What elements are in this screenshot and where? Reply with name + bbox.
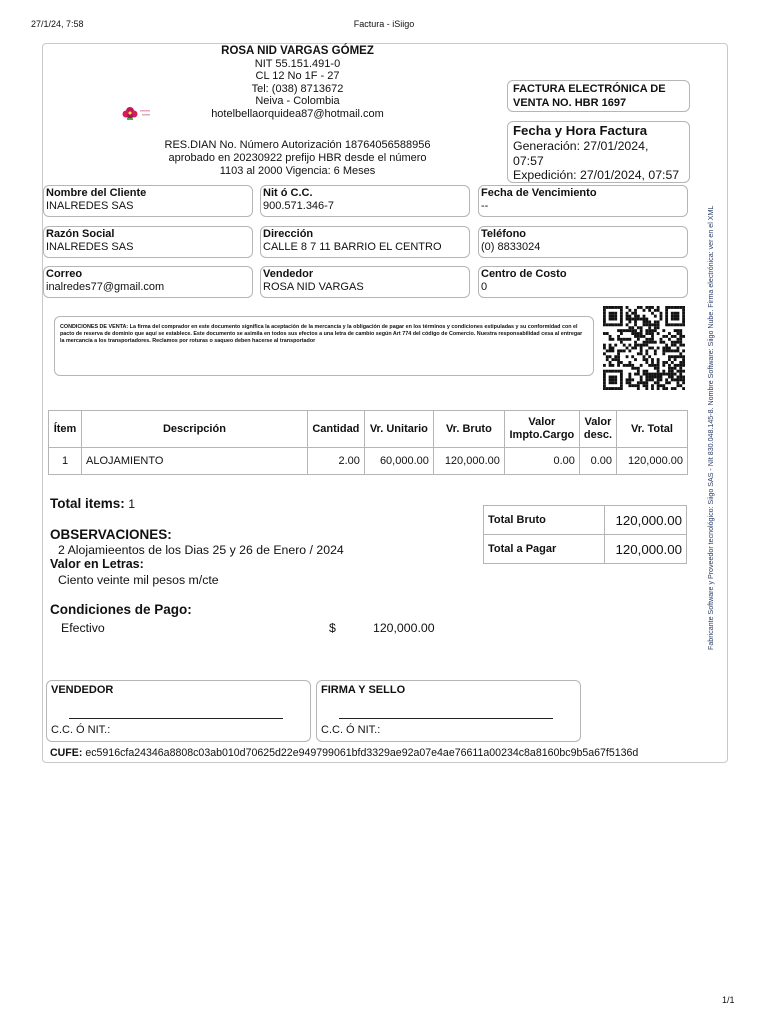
qr-code [603,306,685,390]
col-tax: Valor Impto.Cargo [504,411,579,448]
issuer-nit: NIT 55.151.491-0 [254,57,341,70]
field-value: (0) 8833024 [481,241,541,253]
sale-conditions: CONDICIONES DE VENTA: La firma del comprador en este documento significa la aceptación de la mercancía y la obligación de pagar en los términos y condiciones estipuladas y su conformidad con el pacto de reserva de dominio que aquí se establece. Este documento se asimila en todos sus efectos a una letra de cambio según Art 774 del código de Comercio. Nuestra responsabilidad cesa al entregar la mercancía a los transportadores. Reclamos por roturas o saqueo deben hacerse al transportador [54,316,594,376]
col-total: Vr. Total [617,411,688,448]
cufe [50,747,638,759]
field-label: Razón Social [46,228,115,240]
payment-label: Condiciones de Pago: [50,602,192,617]
field-label: Teléfono [481,228,527,240]
table-row [49,448,688,475]
email-field [43,266,253,298]
total-pay-row [484,535,687,564]
expedition-date: Expedición: 27/01/2024, 07:57 [513,168,680,182]
print-title: Factura - iSiigo [353,19,415,29]
col-item: Ítem [49,411,82,448]
resolution-line: aprobado en 20230922 prefijo HBR desde el número [168,152,427,164]
field-value: INALREDES SAS [46,200,134,212]
dian-resolution [140,139,455,178]
letters-label: Valor en Letras: [50,557,144,571]
provider-text: Fabricante Software y Proveedor tecnológico: Siigo SAS - NIt 830.048.145-8. Nombre Software: Siigo Nube. Firma electrónica: ver en el XML [707,205,715,650]
col-quantity: Cantidad [307,411,364,448]
cell-description: ALOJAMIENTO [82,448,308,475]
totals-table [483,505,687,564]
due-date-field [478,185,688,217]
total-pay-label: Total a Pagar [484,535,605,564]
field-value: 0 [481,281,488,293]
field-value: INALREDES SAS [46,241,134,253]
issuer-block [140,45,455,121]
payment-method: Efectivo [61,621,105,635]
issuer-email: hotelbellaorquidea87@hotmail.com [211,107,384,120]
resolution-line: RES.DIAN No. Número Autorización 18764056588956 [164,139,431,151]
col-discount: Valor desc. [579,411,616,448]
invoice-title-line: FACTURA ELECTRÓNICA DE [513,83,666,95]
payment-currency: $ [329,621,336,635]
col-unit-price: Vr. Unitario [364,411,433,448]
payment-amount: 120,000.00 [373,621,435,635]
generation-time: 07:57 [513,153,544,168]
field-label: Nit ó C.C. [263,187,313,199]
issuer-city: Neiva - Colombia [255,95,340,108]
field-value: CALLE 8 7 11 BARRIO EL CENTRO [263,241,442,253]
items-table [48,410,688,475]
total-gross-value: 120,000.00 [605,506,687,535]
issuer-address: CL 12 No 1F - 27 [255,70,340,83]
seller-cc-label: C.C. Ó NIT.: [51,724,111,736]
observations-label: OBSERVACIONES: [50,527,172,542]
field-label: Correo [46,268,83,280]
field-label: Dirección [263,228,314,240]
field-label: Fecha de Vencimiento [481,187,597,199]
print-datetime: 27/1/24, 7:58 [31,19,84,29]
signature-line [339,718,553,719]
field-value: -- [481,200,489,212]
col-gross: Vr. Bruto [433,411,504,448]
client-name-field [43,185,253,217]
cufe-value: ec5916cfa24346a8808c03ab010d70625d22e949799061bfd3329ae92a07e4ae76611a00234c8a8160bc9b5a67f5136d [85,747,639,759]
invoice-date-title: Fecha y Hora Factura [513,123,648,138]
seller-field [260,266,470,298]
cell-gross: 120,000.00 [433,448,504,475]
cell-total: 120,000.00 [617,448,688,475]
cell-unit-price: 60,000.00 [364,448,433,475]
invoice-number-box [507,80,690,112]
total-items [50,497,135,511]
stamp-signature-box [316,680,581,742]
total-gross-row [484,506,687,535]
cell-item: 1 [49,448,82,475]
field-value: inalredes77@gmail.com [46,281,165,293]
issuer-phone: Tel: (038) 8713672 [251,82,344,95]
issuer-name: ROSA NID VARGAS GÓMEZ [221,45,374,57]
social-name-field [43,226,253,258]
phone-field [478,226,688,258]
field-label: Vendedor [263,268,314,280]
letters-value: Ciento veinte mil pesos m/cte [58,573,219,587]
invoice-date-box [507,121,690,183]
cufe-label: CUFE: [50,747,83,759]
client-nit-field [260,185,470,217]
table-header-row [49,411,688,448]
stamp-cc-label: C.C. Ó NIT.: [321,724,381,736]
seller-signature-box [46,680,311,742]
field-value: 900.571.346-7 [263,200,334,212]
stamp-signature-label: FIRMA Y SELLO [321,684,406,696]
resolution-line: 1103 al 2000 Vigencia: 6 Meses [219,165,376,177]
total-items-value: 1 [128,497,136,511]
total-items-label: Total items: [50,496,125,511]
cell-tax: 0.00 [504,448,579,475]
total-pay-value: 120,000.00 [605,535,687,564]
observations-value: 2 Alojamieentos de los Dias 25 y 26 de Enero / 2024 [58,543,344,557]
cell-discount: 0.00 [579,448,616,475]
generation-date: Generación: 27/01/2024, [513,139,649,153]
signature-line [69,718,283,719]
total-gross-label: Total Bruto [484,506,605,535]
invoice-number: VENTA NO. HBR 1697 [513,96,627,109]
field-value: ROSA NID VARGAS [263,281,364,293]
field-label: Centro de Costo [481,268,567,280]
address-field [260,226,470,258]
col-description: Descripción [82,411,308,448]
page-number: 1/1 [722,995,735,1005]
seller-signature-label: VENDEDOR [51,684,114,696]
cell-quantity: 2.00 [307,448,364,475]
field-label: Nombre del Cliente [46,187,147,199]
cost-center-field [478,266,688,298]
